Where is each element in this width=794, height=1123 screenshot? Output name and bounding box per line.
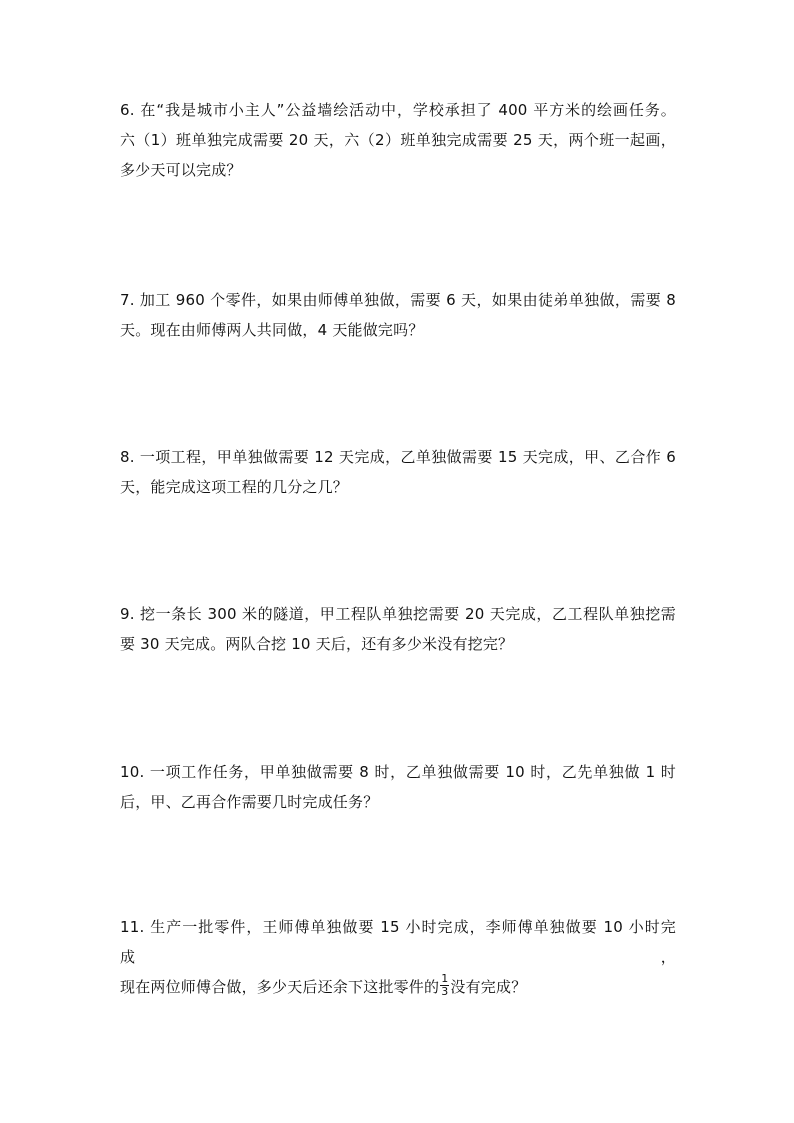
problem-11-line-2 — [120, 972, 676, 1002]
problem-8-line-2: 天，能完成这项工程的几分之几？ — [120, 478, 349, 496]
problem-7-line-2: 天。现在由师傅两人共同做，4 天能做完吗？ — [120, 321, 424, 339]
fraction-numerator: 1 — [441, 972, 449, 985]
problem-6 — [120, 95, 676, 185]
problem-11 — [120, 912, 676, 1002]
problem-7 — [120, 285, 676, 345]
problem-8 — [120, 442, 676, 502]
problem-9-line-1: 9. 挖一条长 300 米的隧道，甲工程队单独挖需要 20 天完成，乙工程队单独挖需 — [120, 605, 676, 623]
problem-9 — [120, 599, 676, 659]
fraction-denominator: 3 — [441, 985, 449, 998]
problem-9-line-2: 要 30 天完成。两队合挖 10 天后，还有多少米没有挖完？ — [120, 635, 514, 653]
problem-6-line-2: 六（1）班单独完成需要 20 天，六（2）班单独完成需要 25 天，两个班一起画， — [120, 131, 676, 149]
problem-11-line-1: 11. 生产一批零件，王师傅单独做要 15 小时完成，李师傅单独做要 10 小时完成， — [120, 918, 676, 966]
problem-11-line-2-text-after: 没有完成？ — [450, 978, 527, 996]
problem-11-line-2-text-before: 现在两位师傅合做，多少天后还余下这批零件的 — [120, 978, 440, 996]
problem-10-line-2: 后，甲、乙再合作需要几时完成任务？ — [120, 793, 379, 811]
problem-7-line-1: 7. 加工 960 个零件，如果由师傅单独做，需要 6 天，如果由徒弟单独做，需要 8 — [120, 291, 676, 309]
problem-6-line-3: 多少天可以完成？ — [120, 161, 242, 179]
problem-6-line-1: 6. 在“我是城市小主人”公益墙绘活动中，学校承担了 400 平方米的绘画任务。 — [120, 101, 676, 119]
problem-10 — [120, 757, 676, 817]
fraction-one-third — [440, 973, 449, 998]
problem-10-line-1: 10. 一项工作任务，甲单独做需要 8 时，乙单独做需要 10 时，乙先单独做 1 时 — [120, 763, 676, 781]
problem-8-line-1: 8. 一项工程，甲单独做需要 12 天完成，乙单独做需要 15 天完成，甲、乙合作 6 — [120, 448, 676, 466]
